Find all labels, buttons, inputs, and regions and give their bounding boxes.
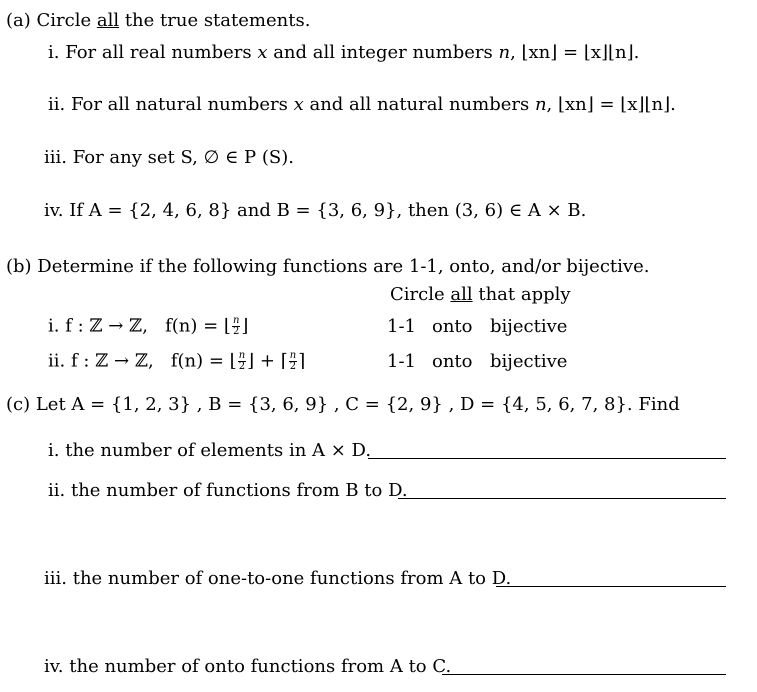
- c-answer-line-1[interactable]: [368, 458, 726, 459]
- all-underlined: all: [96, 10, 120, 31]
- c-item-4: iv. the number of onto functions from A to C.: [44, 656, 452, 677]
- a-item-1: i. For all real numbers x and all integer numbers n, ⌊xn⌋ = ⌊x⌋⌊n⌋.: [48, 42, 640, 63]
- part-c-heading: (c) Let A = {1, 2, 3} , B = {3, 6, 9} , C = {2, 9} , D = {4, 5, 6, 7, 8}. Find: [6, 394, 680, 415]
- fraction-n-over-2: $\frac{n}{2}$: [238, 350, 246, 372]
- c-answer-line-2[interactable]: [398, 498, 726, 499]
- c-answer-line-3[interactable]: [496, 586, 726, 587]
- fraction-n-over-2: $\frac{n}{2}$: [232, 315, 240, 337]
- b-row-2-function: ii. f : ℤ → ℤ, f(n) = ⌊ $\frac{n}{2}$ ⌋ + ⌈ $\frac{n}{2}$ ⌉: [48, 350, 306, 372]
- b2-option-bijective[interactable]: bijective: [490, 351, 568, 372]
- part-a-heading: (a) Circle all the true statements.: [6, 10, 311, 31]
- b-row-1-function: i. f : ℤ → ℤ, f(n) = ⌊ $\frac{n}{2}$ ⌋: [48, 315, 249, 337]
- c-item-3: iii. the number of one-to-one functions from A to D.: [44, 568, 512, 589]
- a-item-3: iii. For any set S, ∅ ∈ P (S).: [44, 147, 294, 168]
- circle-all-instruction: Circle all that apply: [390, 284, 571, 305]
- c-item-2: ii. the number of functions from B to D.: [48, 480, 408, 501]
- a-item-2: ii. For all natural numbers x and all natural numbers n, ⌊xn⌋ = ⌊x⌋⌊n⌋.: [48, 94, 676, 115]
- part-b-heading: (b) Determine if the following functions are 1-1, onto, and/or bijective.: [6, 256, 650, 277]
- b1-option-onto[interactable]: onto: [432, 316, 473, 337]
- b2-option-1-1[interactable]: 1-1: [387, 351, 416, 372]
- c-answer-line-4[interactable]: [442, 674, 726, 675]
- c-item-1: i. the number of elements in A × D.: [48, 440, 372, 461]
- b1-option-bijective[interactable]: bijective: [490, 316, 568, 337]
- a-item-4: iv. If A = {2, 4, 6, 8} and B = {3, 6, 9}, then (3, 6) ∈ A × B.: [44, 200, 587, 221]
- fraction-n-over-2: $\frac{n}{2}$: [289, 350, 297, 372]
- b2-option-onto[interactable]: onto: [432, 351, 473, 372]
- b1-option-1-1[interactable]: 1-1: [387, 316, 416, 337]
